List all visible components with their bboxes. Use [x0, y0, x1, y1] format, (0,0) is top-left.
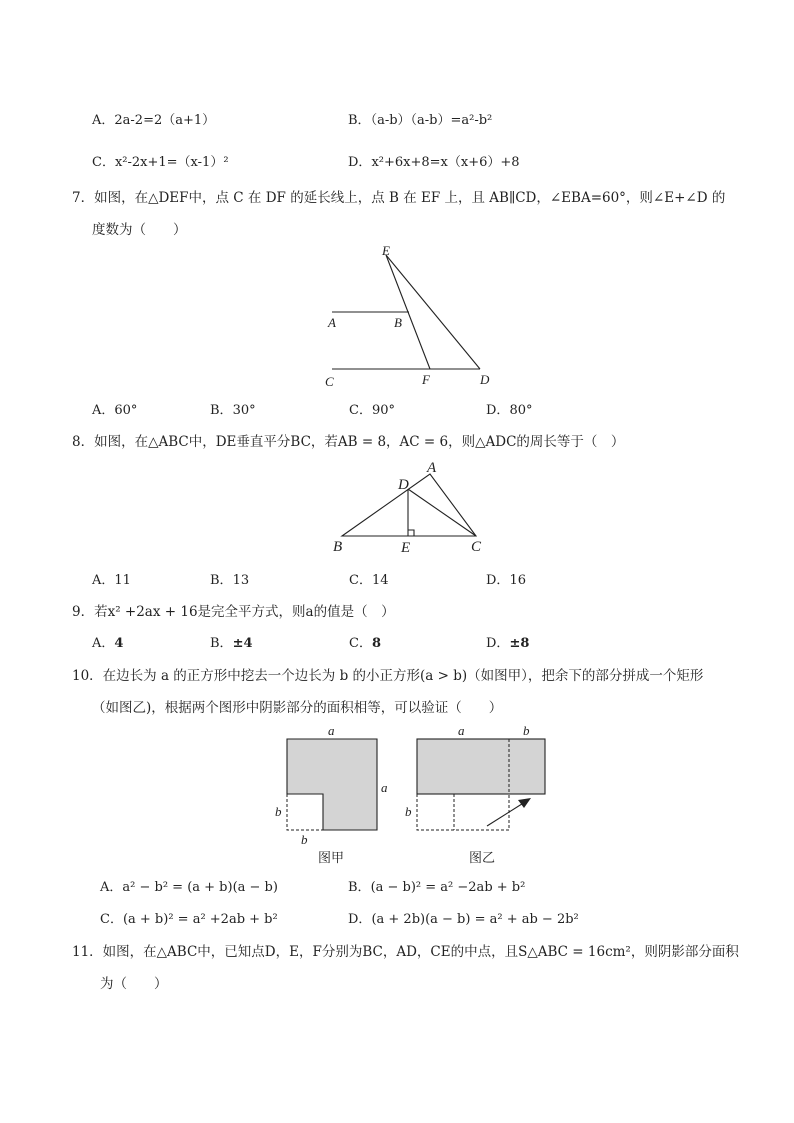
q8-label-a: A [427, 460, 437, 476]
q6-option-b[interactable]: B．（a-b）（a-b）=a²-b² [348, 113, 493, 128]
q7-figure [320, 242, 500, 392]
q10-yi-arrow-head [518, 798, 531, 808]
q10-option-b[interactable]: B．(a − b)² = a² −2ab + b² [348, 880, 526, 895]
q6-option-d[interactable]: D．x²+6x+8=x（x+6）+8 [348, 155, 520, 170]
q10-figure [265, 720, 565, 868]
q8-label-b: B [333, 539, 343, 555]
q10-yi-label-b-left: b [405, 804, 412, 819]
q8-stem: 8．如图，在△ABC中，DE垂直平分BC，若AB = 8，AC = 6，则△ADC的周长等于（ ） [72, 434, 625, 450]
q10-yi-label-b-top: b [523, 723, 530, 738]
q8-option-b[interactable]: B．13 [210, 573, 250, 588]
q9-option-d[interactable]: D．±8 [486, 636, 530, 651]
q7-label-f: F [422, 372, 430, 387]
q10-jia-label-a-top: a [328, 723, 335, 738]
q8-figure [325, 455, 495, 560]
q9-stem: 9．若x² +2ax + 16是完全平方式，则a的值是（ ） [72, 604, 395, 620]
q7-option-b[interactable]: B．30° [210, 403, 256, 418]
q7-label-e: E [382, 243, 390, 258]
q9-option-c[interactable]: C．8 [349, 636, 381, 651]
q10-option-c[interactable]: C．(a + b)² = a² +2ab + b² [100, 912, 278, 927]
q10-yi-dashed-strip [417, 794, 509, 830]
q10-jia-removed-square [287, 794, 323, 830]
q6-option-a[interactable]: A．2a-2=2（a+1） [92, 113, 216, 128]
q8-right-angle-mark [408, 530, 414, 536]
q8-label-c: C [471, 539, 482, 555]
q8-option-c[interactable]: C．14 [349, 573, 389, 588]
q8-line-dc [408, 489, 476, 536]
q7-option-c[interactable]: C．90° [349, 403, 395, 418]
q8-label-d: D [398, 477, 409, 493]
q10-jia-label-a-right: a [381, 780, 388, 795]
q10-yi-arrow-shaft [487, 802, 525, 826]
q10-stem-line2: （如图乙)，根据两个图形中阴影部分的面积相等，可以验证（ ） [92, 700, 503, 716]
q7-label-d: D [480, 372, 490, 387]
q8-option-d[interactable]: D．16 [486, 573, 526, 588]
q11-stem-line1: 11．如图，在△ABC中，已知点D，E，F分别为BC，AD，CE的中点，且S△ABC = 16cm²，则阴影部分面积 [72, 944, 739, 960]
q7-label-a: A [328, 315, 336, 330]
q10-stem-line1: 10．在边长为 a 的正方形中挖去一个边长为 b 的小正方形(a > b)（如图甲），把余下的部分拼成一个矩形 [72, 668, 704, 684]
q7-stem-line1: 7．如图，在△DEF中，点 C 在 DF 的延长线上，点 B 在 EF 上，且 AB∥CD，∠EBA=60°，则∠E+∠D 的 [72, 190, 726, 206]
q10-caption-jia: 图甲 [318, 850, 345, 865]
q10-jia-label-b-left: b [275, 804, 282, 819]
q10-jia-label-b-bottom: b [301, 832, 308, 847]
q7-option-a[interactable]: A．60° [92, 403, 138, 418]
q7-label-b: B [394, 315, 402, 330]
q9-option-a[interactable]: A．4 [92, 636, 124, 651]
q10-option-a[interactable]: A．a² − b² = (a + b)(a − b) [100, 880, 278, 895]
q10-option-d[interactable]: D．(a + 2b)(a − b) = a² + ab − 2b² [348, 912, 579, 927]
q7-label-c: C [325, 374, 334, 389]
q10-caption-yi: 图乙 [469, 850, 496, 865]
q8-option-a[interactable]: A．11 [92, 573, 131, 588]
q7-stem-line2: 度数为（ ） [92, 222, 187, 238]
q10-figure-yi [417, 739, 545, 830]
q8-triangle-abc [342, 474, 476, 536]
q9-option-b[interactable]: B．±4 [210, 636, 253, 651]
q10-figure-jia [287, 739, 377, 830]
q10-yi-shaded-rect [417, 739, 545, 794]
q7-option-d[interactable]: D．80° [486, 403, 533, 418]
q10-yi-label-a-top: a [458, 723, 465, 738]
q10-jia-shaded-region [287, 739, 377, 830]
q8-label-e: E [401, 540, 411, 556]
q6-option-c[interactable]: C．x²-2x+1=（x-1）² [92, 155, 229, 170]
q11-stem-line2: 为（ ） [100, 976, 168, 992]
